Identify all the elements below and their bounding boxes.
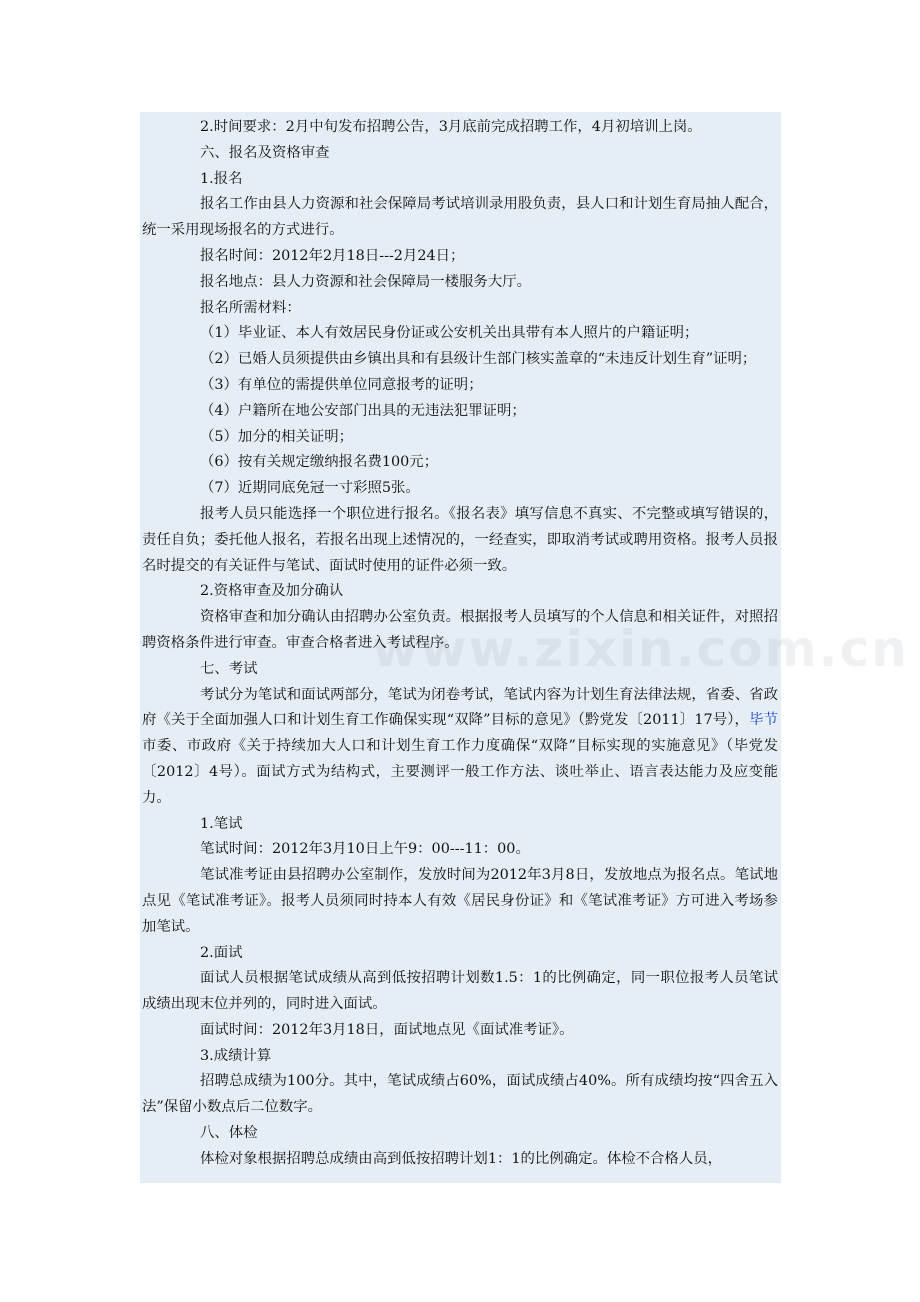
paragraph-interview-time: 面试时间：2012年3月18日，面试地点见《面试准考证》。	[200, 1021, 574, 1038]
bijie-link[interactable]: 毕节	[749, 712, 778, 729]
list-item-material-3: （3）有单位的需提供单位同意报考的证明；	[200, 376, 483, 393]
subheading-written-exam: 1.笔试	[200, 815, 243, 832]
paragraph-admission-ticket: 笔试准考证由县招聘办公室制作，发放时间为2012年3月8日，发放地点为报名点。笔试地点见《笔试准考证》。报考人员须同时持本人有效《居民身份证》和《笔试准考证》方可进入考场参加笔试。	[142, 867, 778, 935]
paragraph-written-exam-time: 笔试时间：2012年3月10日上午9：00---11：00。	[200, 841, 530, 858]
list-item-material-7: （7）近期同底免冠一寸彩照5张。	[200, 480, 420, 497]
subheading-qualification-review: 2.资格审查及加分确认	[200, 583, 344, 600]
subheading-score-calculation: 3.成绩计算	[200, 1047, 272, 1064]
paragraph-materials-heading: 报名所需材料：	[200, 299, 301, 316]
list-item-material-4: （4）户籍所在地公安部门出具的无违法犯罪证明；	[200, 402, 526, 419]
subheading-registration: 1.报名	[200, 170, 243, 187]
list-item-material-6: （6）按有关规定缴纳报名费100元；	[200, 454, 439, 471]
paragraph-registration-time: 报名时间：2012年2月18日---2月24日；	[200, 247, 465, 264]
paragraph-registration-work: 报名工作由县人力资源和社会保障局考试培训录用股负责，县人口和计划生育局抽人配合，统一采用现场报名的方式进行。	[142, 196, 778, 239]
paragraph-registration-rules: 报考人员只能选择一个职位进行报名。《报名表》填写信息不真实、不完整或填写错误的，责任自负；委托他人报名，若报名出现上述情况的，一经查实，即取消考试或聘用资格。报考人员报名时提交的有关证件与笔试、面试时使用的证件必须一致。	[142, 505, 778, 574]
exam-description-part-1: 考试分为笔试和面试两部分，笔试为闭卷考试，笔试内容为计划生育法律法规，省委、省政府《关于全面加强人口和计划生育工作确保实现“双降”目标的意见》（黔党发〔2011〕17号），	[142, 686, 778, 729]
subheading-interview: 2.面试	[200, 944, 243, 961]
list-item-material-1: （1）毕业证、本人有效居民身份证或公安机关出具带有本人照片的户籍证明；	[200, 325, 699, 342]
paragraph-physical-exam: 体检对象根据招聘总成绩由高到低按招聘计划1：1的比例确定。体检不合格人员，	[200, 1150, 722, 1167]
section-heading-registration: 六、报名及资格审查	[200, 144, 330, 161]
paragraph-qualification-review: 资格审查和加分确认由招聘办公室负责。根据报考人员填写的个人信息和相关证件，对照招聘资格条件进行审查。审查合格者进入考试程序。	[142, 609, 778, 651]
list-item-material-5: （5）加分的相关证明；	[200, 428, 354, 445]
watermark: www.zixin.com.cn	[372, 620, 909, 678]
paragraph-score-calculation: 招聘总成绩为100分。其中，笔试成绩占60%，面试成绩占40%。所有成绩均按“四舍五入法”保留小数点后二位数字。	[142, 1073, 778, 1116]
document-body	[142, 115, 778, 1173]
paragraph-exam-description	[142, 683, 778, 812]
document-page	[140, 112, 909, 1183]
list-item-material-2: （2）已婚人员须提供由乡镇出具和有县级计生部门核实盖章的“未违反计划生育”证明；	[200, 351, 757, 368]
paragraph-time-requirement: 2.时间要求：2月中旬发布招聘公告，3月底前完成招聘工作，4月初培训上岗。	[200, 119, 702, 135]
paragraph-interview-selection: 面试人员根据笔试成绩从高到低按招聘计划数1.5：1的比例确定，同一职位报考人员笔试成绩出现末位并列的，同时进入面试。	[142, 970, 778, 1013]
paragraph-registration-place: 报名地点：县人力资源和社会保障局一楼服务大厅。	[200, 273, 531, 290]
section-heading-physical-exam: 八、体检	[200, 1125, 258, 1142]
exam-description-part-2: 市委、市政府《关于持续加大人口和计划生育工作力度确保“双降”目标实现的实施意见》（毕党发〔2012〕4号）。面试方式为结构式，主要测评一般工作方法、谈吐举止、语言表达能力及应变能力。	[142, 738, 778, 806]
section-heading-exam: 七、考试	[200, 660, 258, 677]
